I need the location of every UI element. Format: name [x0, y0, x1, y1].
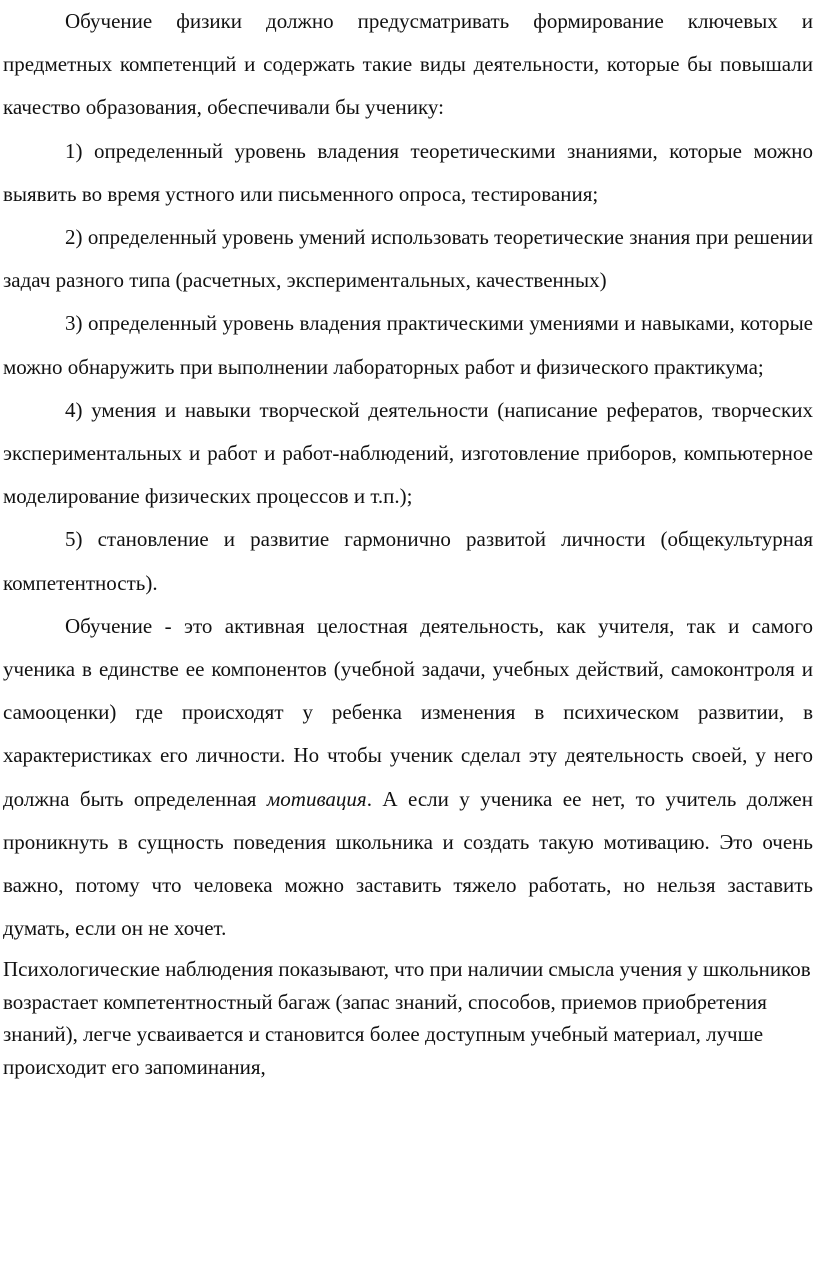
paragraph-psychology: Психологические наблюдения показывают, что при наличии смысла учения у школьников возрастает компетентностный багаж (запас знаний, способов, приемов приобретения знаний), легче усваивается и становится более доступным учебный материал, лучше происходит его запоминания, — [3, 957, 811, 1079]
motivation-term: мотивация — [266, 786, 367, 811]
learning-text-after: . А если у ученика ее нет, то учитель должен проникнуть в сущность поведения школьника и создать такую мотивацию. Это очень важно, потому что человека можно заставить тяжело работать, но нельзя заставить думать, если он не хочет. — [3, 786, 813, 941]
list-item-1: 1) определенный уровень владения теоретическими знаниями, которые можно выявить во время устного или письменного опроса, тестирования; — [3, 138, 813, 206]
paragraph-learning — [3, 605, 813, 951]
list-item-2: 2) определенный уровень умений использовать теоретические знания при решении задач разного типа (расчетных, экспериментальных, качественных) — [3, 225, 813, 293]
list-item-5: 5) становление и развитие гармонично развитой личности (общекультурная компетентность). — [3, 527, 813, 595]
list-item-3: 3) определенный уровень владения практическими умениями и навыками, которые можно обнаружить при выполнении лабораторных работ и физического практикума; — [3, 311, 813, 379]
learning-text-before: Обучение - это активная целостная деятельность, как учителя, так и самого ученика в единстве ее компонентов (учебной задачи, учебных действий, самоконтроля и самооценки) где происходят у ребенка изменения в психическом развитии, в характеристиках его личности. Но чтобы ученик сделал эту деятельность своей, у него должна быть определенная — [3, 613, 813, 811]
paragraph-intro: Обучение физики должно предусматривать формирование ключевых и предметных компетенций и содержать такие виды деятельности, которые бы повышали качество образования, обеспечивали бы ученику: — [3, 9, 813, 120]
list-item-4: 4) умения и навыки творческой деятельности (написание рефератов, творческих экспериментальных и работ и работ-наблюдений, изготовление приборов, компьютерное моделирование физических процессов и т.п.); — [3, 397, 813, 509]
